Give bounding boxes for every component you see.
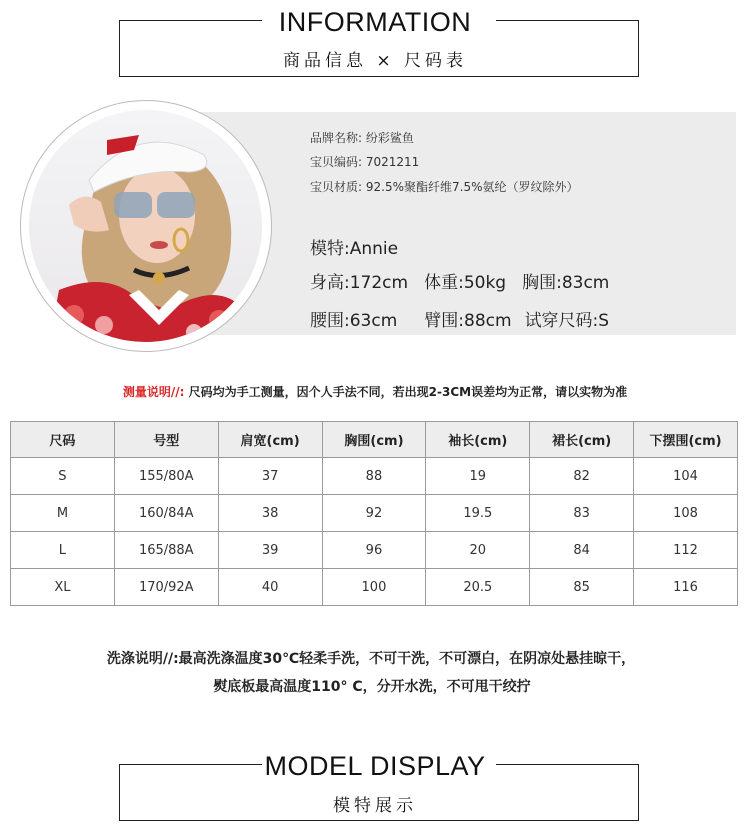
table-cell: 85 — [530, 569, 634, 606]
header-cell: 下摆围(cm) — [634, 422, 738, 458]
measurement-note-label: 测量说明//: — [122, 385, 185, 399]
size-table-header-row — [11, 422, 738, 458]
code-info — [310, 153, 419, 170]
model-size: 试穿尺码:S — [524, 311, 610, 331]
table-cell: 92 — [322, 495, 426, 532]
table-cell: 82 — [530, 458, 634, 495]
table-cell: 108 — [634, 495, 738, 532]
brand-value: 纷彩鲨鱼 — [365, 131, 414, 145]
model-waist: 腰围:63cm — [310, 311, 398, 331]
table-cell: 104 — [634, 458, 738, 495]
size-table — [10, 421, 738, 606]
table-cell: 84 — [530, 532, 634, 569]
measurement-note-text: 尺码均为手工测量，因个人手法不同，若出现2-3CM误差均为正常，请以实物为准 — [188, 385, 628, 399]
table-cell: 83 — [530, 495, 634, 532]
table-cell: 96 — [322, 532, 426, 569]
table-cell: 112 — [634, 532, 738, 569]
table-cell: 38 — [218, 495, 322, 532]
code-label: 宝贝编码: — [310, 155, 363, 169]
section-subtitle: 商品信息 × 尺码表 — [282, 51, 468, 71]
table-cell: XL — [11, 569, 115, 606]
measurement-note — [0, 383, 750, 400]
table-cell: 88 — [322, 458, 426, 495]
table-cell: 40 — [218, 569, 322, 606]
table-cell: 100 — [322, 569, 426, 606]
table-cell: M — [11, 495, 115, 532]
table-row — [11, 532, 738, 569]
header-cell: 肩宽(cm) — [218, 422, 322, 458]
code-value: 7021211 — [365, 155, 420, 169]
table-cell: 19.5 — [426, 495, 530, 532]
header-cell: 裙长(cm) — [530, 422, 634, 458]
table-cell: 165/88A — [114, 532, 218, 569]
table-row — [11, 495, 738, 532]
washing-instructions-line-1: 洗涤说明//:最高洗涤温度30℃轻柔手洗，不可干洗，不可漂白，在阴凉处悬挂晾干， — [106, 651, 636, 667]
brand-label: 品牌名称: — [310, 131, 363, 145]
section-title: INFORMATION — [278, 7, 472, 37]
table-cell: S — [11, 458, 115, 495]
table-row — [11, 569, 738, 606]
model-weight: 体重:50kg — [424, 273, 507, 293]
model-height: 身高:172cm — [310, 273, 409, 293]
header-cell: 尺码 — [11, 422, 115, 458]
model-display-subtitle: 模特展示 — [333, 796, 417, 816]
model-avatar — [29, 110, 262, 342]
material-label: 宝贝材质: — [310, 180, 363, 194]
table-cell: 39 — [218, 532, 322, 569]
table-cell: 37 — [218, 458, 322, 495]
table-cell: 19 — [426, 458, 530, 495]
model-measurements-row-2 — [310, 306, 609, 331]
model-arm: 臂围:88cm — [424, 311, 512, 331]
model-display-title: MODEL DISPLAY — [264, 751, 486, 781]
table-row — [11, 458, 738, 495]
header-cell: 袖长(cm) — [426, 422, 530, 458]
header-cell: 胸围(cm) — [322, 422, 426, 458]
table-cell: 160/84A — [114, 495, 218, 532]
table-cell: 20 — [426, 532, 530, 569]
header-cell: 号型 — [114, 422, 218, 458]
model-measurements-row-1 — [310, 268, 609, 293]
table-cell: 20.5 — [426, 569, 530, 606]
washing-instructions-line-2: 熨底板最高温度110° C，分开水洗，不可甩干绞拧 — [213, 679, 531, 695]
brand-info — [310, 129, 414, 146]
table-cell: 155/80A — [114, 458, 218, 495]
table-cell: 170/92A — [114, 569, 218, 606]
model-bust: 胸围:83cm — [522, 273, 610, 293]
material-info — [310, 178, 578, 195]
table-cell: L — [11, 532, 115, 569]
table-cell: 116 — [634, 569, 738, 606]
model-name: 模特:Annie — [310, 239, 399, 259]
material-value: 92.5%聚酯纤维7.5%氨纶（罗纹除外） — [365, 180, 579, 194]
